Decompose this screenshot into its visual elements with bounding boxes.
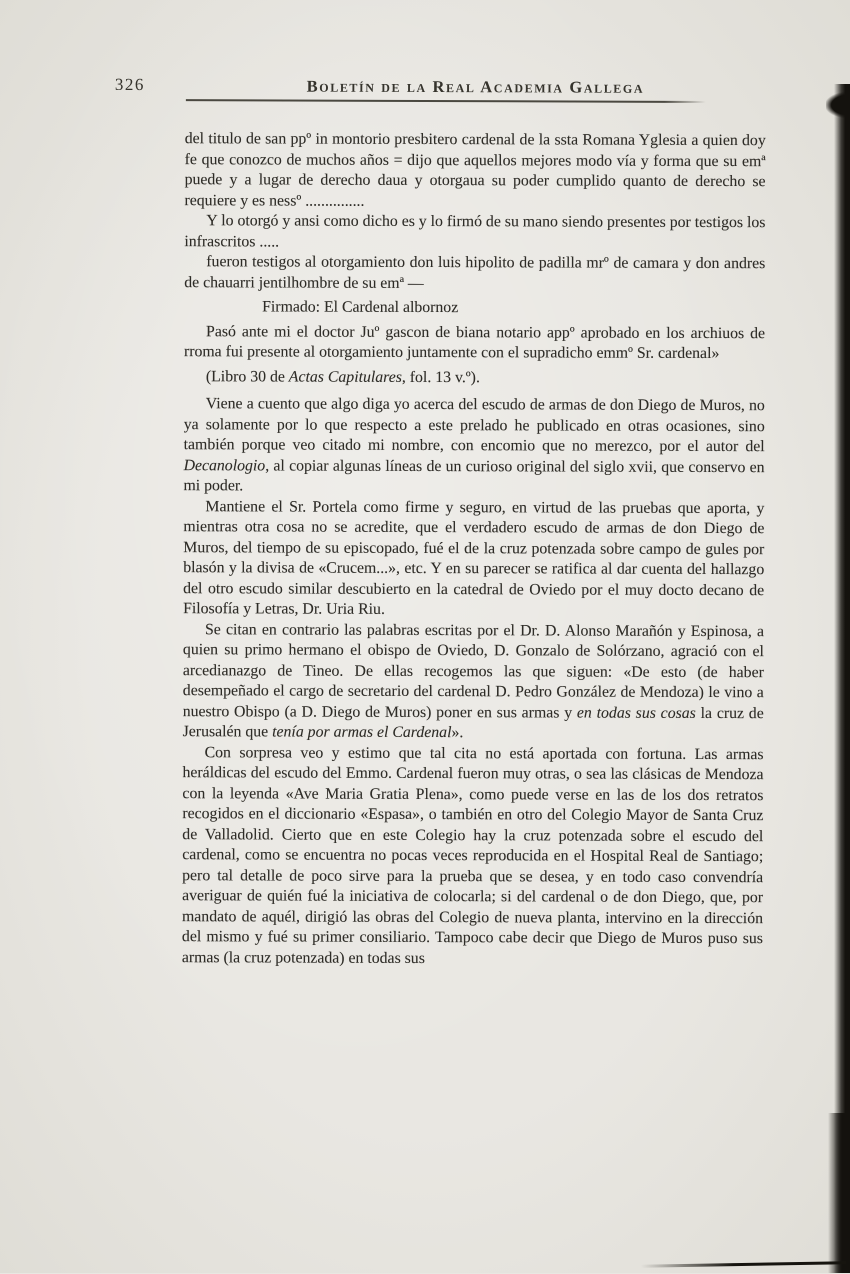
paragraph — [182, 743, 764, 971]
text-run: Firmado: El Cardenal albornoz — [262, 298, 459, 317]
text-run: del titulo de san ppº in montorio presbitero cardenal de la ssta Romana Yglesia a quien doy fe que conozco de muchos años = dijo que aquellos mejores modo vía y forma que su emª puede y a lugar de derecho daua y otorgaua su poder cumplido quanto de derecho se requiere y es nessº ............... — [184, 130, 766, 210]
text-run: Mantiene el Sr. Portela como firme y seguro, en virtud de las pruebas que aporta, y mientras otra cosa no se acredite, que el verdadero escudo de armas de don Diego de Muros, del tiempo de su episcopado, fué el de la cruz potenzada sobre campo de gules por blasón y la divisa de «Crucem...», etc. Y en su parecer se ratifica al dar cuenta del hallazgo del otro escudo similar descubierto en la catedral de Oviedo por el muy docto decano de Filosofía y Letras, Dr. Uria Riu. — [183, 497, 765, 618]
paragraph — [184, 252, 765, 295]
text-run: , fol. 13 v.º). — [401, 368, 480, 386]
paragraph — [184, 211, 765, 254]
scan-edge-band-bottom — [828, 1113, 850, 1273]
text-run: ». — [451, 724, 464, 742]
text-run: Decanologio — [183, 456, 266, 474]
paragraph — [183, 394, 764, 499]
text-run: tenía por armas el Cardenal — [272, 723, 452, 742]
text-run: la cruz de Jerusalén que — [182, 704, 764, 741]
text-block — [182, 129, 766, 970]
text-run: en todas sus cosas — [576, 704, 696, 722]
text-run: , al copiar algunas líneas de un curioso original del siglo xvii, que conservo en mi poder. — [183, 456, 765, 495]
page-header — [2, 0, 850, 97]
text-run: fueron testigos al otorgamiento don luis hipolito de padilla mrº de camara y don andres de chauarri jentilhombre de su emª — — [184, 253, 766, 292]
paragraph — [183, 497, 764, 622]
text-run: Se citan en contrario las palabras escritas por el Dr. D. Alonso Marañón y Espinosa, a quien su primo hermano el obispo de Oviedo, D. Gonzalo de Solórzano, agració con el arcedianazgo de Tineo. De ellas recogemos las que siguen: «De esto (de haber desempeñado el cargo de secretario del cardenal D. Pedro González de Mendoza) le vino a nuestro Obispo (a D. Diego de Muros) poner en sus armas y — [182, 620, 765, 722]
paragraph — [262, 297, 765, 319]
text-run: Pasó ante mi el doctor Juº gascon de biana notario appº aprobado en los archiuos de rroma fui presente al otorgamiento juntamente con el supradicho emmº Sr. cardenal» — [183, 322, 766, 363]
paragraph — [184, 322, 765, 365]
text-run: Con sorpresa veo y estimo que tal cita no está aportada con fortuna. Las armas heráldicas del escudo del Emmo. Cardenal fueron muy otras, o sea las clásicas de Mendoza con la leyenda «Ave Maria Gratia Plena», como puede verse en las de los dos retratos recogidos en el diccionario «Espasa», o también en otro del Colegio Mayor de Santa Cruz de Valladolid. Cierto que en este Colegio hay la cruz potenzada sobre el escudo del cardenal, como se encuentra no pocas veces reproducida en el Hospital Real de Santiago; pero tal detalle de poco sirve para la prueba que se desea, y en todo caso convendría averiguar de quién fué la iniciativa de colocarla; si del cardenal o de don Diego, que, por mandato de aquél, dirigió las obras del Colegio de nueva planta, intervino en la dirección del mismo y fué su primer consiliario. Tampoco cabe decir que Diego de Muros puso sus armas (la cruz potenzada) en todas sus — [181, 743, 764, 967]
scan-edge-band — [834, 84, 850, 1273]
header-rule — [186, 99, 706, 103]
text-run: Actas Capitulares — [288, 368, 402, 386]
journal-title: Boletín de la Real Academia Gallega — [306, 76, 645, 97]
page-number: 326 — [114, 74, 145, 95]
text-run: Y lo otorgó y ansi como dicho es y lo firmó de su mano siendo presentes por testigos los infrascritos ..... — [184, 212, 766, 250]
text-run: (Libro 30 de — [205, 367, 289, 386]
scan-edge-blotch — [826, 92, 850, 118]
paragraph — [184, 367, 765, 390]
paragraph — [183, 620, 764, 745]
paragraph — [184, 129, 765, 213]
text-run: Viene a cuento que algo diga yo acerca del escudo de armas de don Diego de Muros, no ya solamente por lo que respecto a este prelado he publicado en otras ocasiones, sino también porque veo citado mi nombre, con encomio que no merezco, por el autor del — [183, 395, 765, 456]
